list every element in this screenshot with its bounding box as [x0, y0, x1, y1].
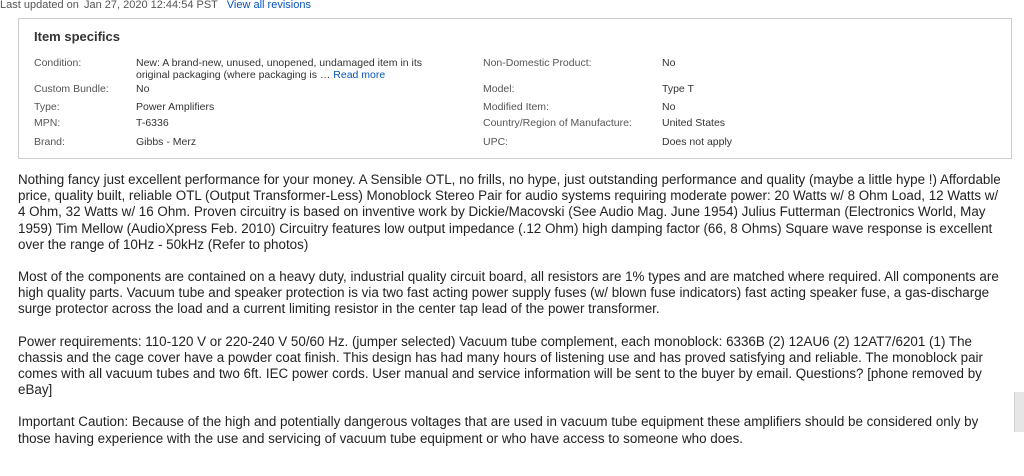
- read-more-link[interactable]: Read more: [333, 69, 386, 81]
- spec-value-modified-item: No: [662, 101, 676, 113]
- description-paragraph-caution: Important Caution: Because of the high and potentially dangerous voltages that are used in vacuum tube equipment these amplifiers should be considered only by those having experience with the use and servicing of vacuum tube equipment or who have access to someone who does.: [18, 414, 979, 446]
- condition-text: New: A brand-new, unused, unopened, undamaged item in its original packaging (where packaging is …: [136, 57, 423, 81]
- spec-value-mpn: T-6336: [136, 117, 169, 129]
- spec-value-non-domestic: No: [662, 57, 676, 69]
- description-paragraph-components: Most of the components are contained on a heavy duty, industrial quality circuit board, all resistors are 1% types and are matched where required. All components are high quality parts. Vacuum tube and speaker protection is via two fast acting power supply fuses (w/ blown fuse indicators) fast acting speaker fuse, a gas-discharge surge protector across the load and a current limiting resistor in the center tap lead of the power transformer.: [18, 269, 999, 317]
- spec-label-brand: Brand:: [34, 136, 65, 148]
- spec-label-modified-item: Modified Item:: [483, 101, 549, 113]
- description-paragraph-power: Power requirements: 110-120 V or 220-240 V 50/60 Hz. (jumper selected) Vacuum tube complement, each monoblock: 6336B (2) 12AU6 (2) 12AT7/6201 (1) The chassis and the cage cover have a powder coat finish. This design has had many hours of listening use and has proved satisfying and reliable. The monoblock pair comes with all vacuum tubes and two 6ft. IEC power cords. User manual and service information will be sent to the buyer by email. Questions? [phone removed by eBay]: [18, 333, 983, 398]
- last-updated-label: Last updated on: [0, 0, 79, 11]
- spec-label-type: Type:: [34, 101, 60, 113]
- last-updated-line: [0, 0, 311, 12]
- spec-label-upc: UPC:: [483, 136, 509, 148]
- item-specifics-panel: [18, 18, 1012, 159]
- spec-label-custom-bundle: Custom Bundle:: [34, 83, 109, 95]
- spec-value-custom-bundle: No: [136, 83, 150, 95]
- view-all-revisions-link[interactable]: View all revisions: [226, 0, 311, 11]
- item-description: [18, 172, 1008, 463]
- spec-value-country: United States: [662, 117, 726, 129]
- spec-label-country: Country/Region of Manufacture:: [483, 117, 632, 129]
- spec-label-model: Model:: [483, 83, 515, 95]
- spec-value-model: Type T: [662, 83, 694, 95]
- spec-value-type: Power Amplifiers: [136, 101, 215, 113]
- spec-label-non-domestic: Non-Domestic Product:: [483, 57, 592, 69]
- spec-value-upc: Does not apply: [662, 136, 733, 148]
- item-specifics-title: Item specifics: [34, 29, 120, 44]
- last-updated-value: Jan 27, 2020 12:44:54 PST: [83, 0, 218, 11]
- page-scrollbar[interactable]: [1014, 392, 1024, 432]
- spec-value-condition: [136, 57, 446, 81]
- spec-value-brand: Gibbs - Merz: [136, 136, 197, 148]
- spec-label-condition: Condition:: [34, 57, 82, 69]
- spec-label-mpn: MPN:: [34, 117, 61, 129]
- description-paragraph-intro: Nothing fancy just excellent performance for your money. A Sensible OTL, no frills, no hype, just outstanding performance and quality (maybe a little hype !) Affordable price, quality built, reliable OTL (Output Transformer-Less) Monoblock Stereo Pair for audio systems requiring moderate power: 20 Watts w/ 8 Ohm Load, 12 Watts w/ 4 Ohm, 32 Watts w/ 16 Ohm. Proven circuitry is based on inventive work by Dickie/Macovski (See Audio Mag. June 1954) Julius Futterman (Electronics World, May 1959) Tim Mellow (AudioXpress Feb. 2010) Circuitry features low output impedance (.12 Ohm) high damping factor (66, 8 Ohms) Square wave response is excellent over the range of 10Hz - 50kHz (Refer to photos): [18, 172, 1001, 252]
